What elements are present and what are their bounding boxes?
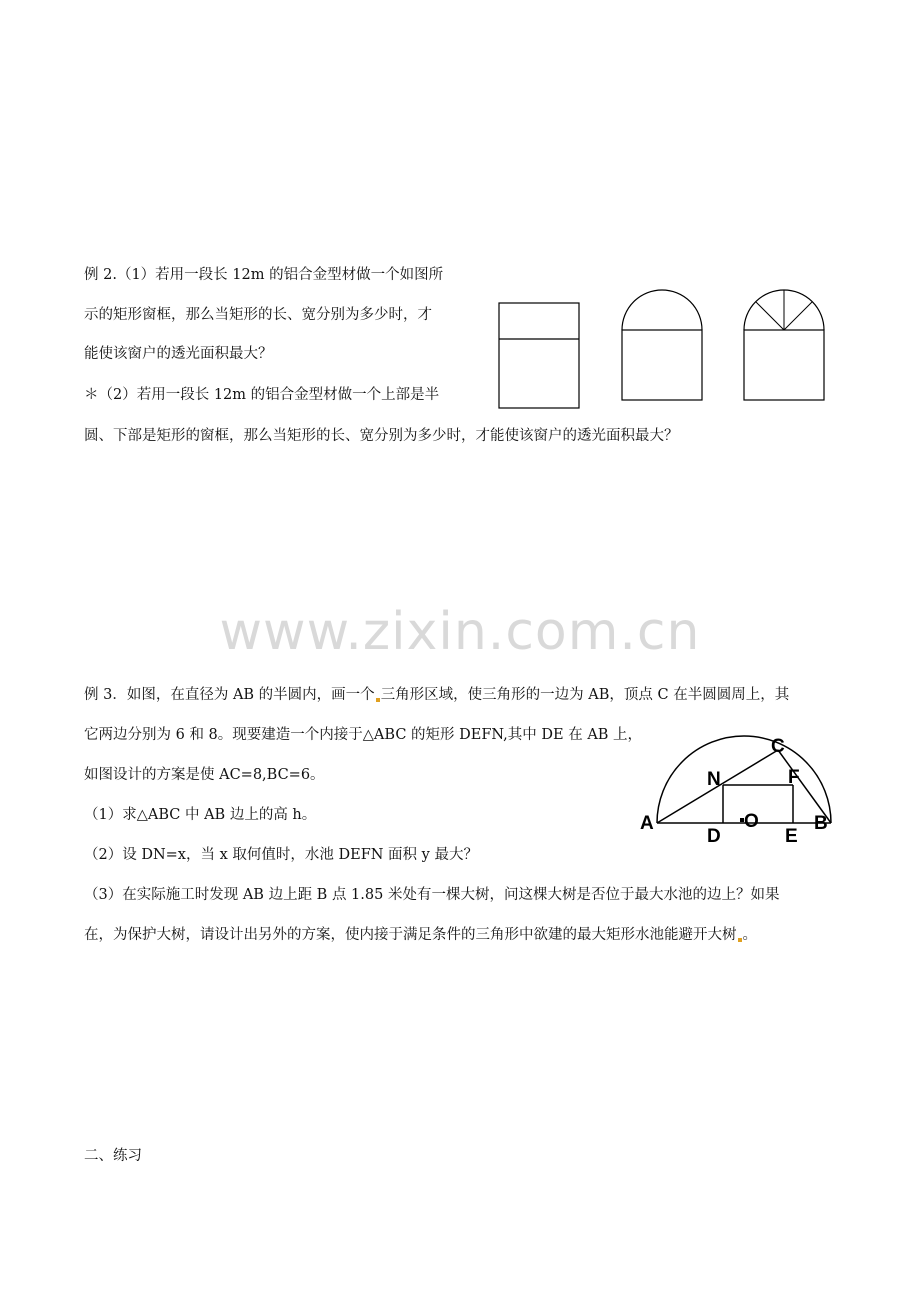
example3-question3a: （3）在实际施工时发现 AB 边上距 B 点 1.85 米处有一棵大树，问这棵大树是否位于最大水池的边上？如果 [84,887,780,903]
example3-question2: （2）设 DN=x，当 x 取何值时，水池 DEFN 面积 y 最大？ [84,847,478,863]
window-rectangle-figure [498,302,582,410]
example3-line1b: 三角形区域，使三角形的一边为 AB，顶点 C 在半圆圆周上，其 [380,687,790,703]
example3-question3b-end: 。 [742,927,757,943]
label-f: F [788,767,800,788]
window-sunburst-figure [742,290,826,402]
example2-line1: 例 2.（1）若用一段长 12m 的铝合金型材做一个如图所 [84,267,444,283]
label-d: D [707,826,721,847]
example2-line3: 能使该窗户的透光面积最大？ [84,346,273,362]
section-heading-practice: 二、练习 [84,1148,142,1164]
example3-line3: 如图设计的方案是使 AC=8,BC=6。 [84,767,325,783]
example3-line1 [84,686,789,704]
label-o: O [744,811,759,832]
example3-question3b [84,926,757,944]
example2-line2: 示的矩形窗框，那么当矩形的长、宽分别为多少时，才 [84,307,432,323]
example3-line1a: 例 3．如图，在直径为 AB 的半圆内，画一个 [84,687,375,703]
marker-dot [738,938,742,942]
label-a: A [640,813,654,834]
marker-dot [376,698,380,702]
window-semicircle-figure [620,290,704,402]
label-b: B [814,813,828,834]
example3-question1: （1）求△ABC 中 AB 边上的高 h。 [84,807,317,823]
semicircle-triangle-diagram [640,730,840,850]
example2-line5: 圆、下部是矩形的窗框，那么当矩形的长、宽分别为多少时，才能使该窗户的透光面积最大？ [84,428,679,444]
example3-question3b-text: 在，为保护大树，请设计出另外的方案，使内接于满足条件的三角形中欲建的最大矩形水池能避开大树 [84,927,737,943]
label-e: E [785,826,798,847]
example3-line2: 它两边分别为 6 和 8。现要建造一个内接于△ABC 的矩形 DEFN,其中 DE 在 AB 上， [84,727,643,743]
example2-line4: ＊（2）若用一段长 12m 的铝合金型材做一个上部是半 [84,387,440,403]
watermark: www.zixin.com.cn [219,602,701,662]
label-c: C [771,736,785,757]
label-n: N [707,769,721,790]
